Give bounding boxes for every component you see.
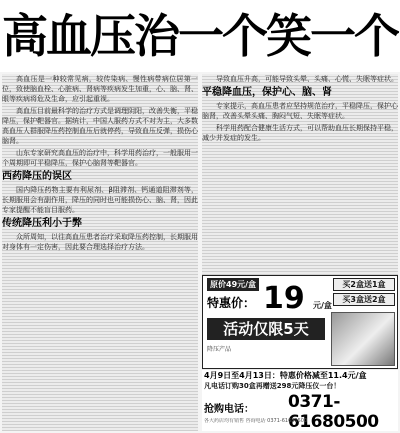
article-paragraph: 高血压是一种较常见病，较传染病、慢性病带病位居第一位，致使脑血栓、心脏病、肾病等疾病发生加重，心、脑、肾、眼等疾病将危及生命，应引起重视。 [2, 75, 198, 103]
article-paragraph: 专家提示，高血压患者应坚持规范治疗，平稳降压，保护心脑肾，改善头晕头痛、胸闷气短、失眠等症状。 [202, 102, 398, 120]
section-subheading: 西药降压的误区 [2, 171, 72, 182]
article-paragraph: 科学用药配合健康生活方式，可以帮助血压长期保持平稳，减少并发症的发生。 [202, 124, 398, 142]
product-box-image [331, 312, 395, 366]
original-price: 原价49元/盒 [207, 278, 259, 291]
section-subheading: 平稳降血压，保护心、脑、肾 [202, 87, 332, 98]
gift-offer: 买2盒送1盒 [333, 278, 395, 291]
promotion-block [202, 370, 398, 431]
hotline-label: 抢购电话： [204, 404, 254, 415]
product-label: 降压产品 [207, 346, 232, 353]
section-subheading: 传统降压利小于弊 [2, 218, 82, 229]
gift-offers [333, 278, 395, 308]
special-price-label: 特惠价： [207, 296, 256, 310]
special-price: 19 [263, 281, 305, 316]
article-paragraph: 众所周知，以往高血压患者治疗采取降压药控制，长期服用对身体有一定伤害，因此要合理选择治疗方法。 [2, 233, 198, 251]
gift-offer: 买3盒送2盒 [333, 293, 395, 306]
article-paragraph: 高血压目前最科学的治疗方式是调理阴阳，改善失衡，平稳降压，保护靶器官。据统计，中国人服药方式不对为主，大多数高血压人群服降压药控制血压后就停药，导致血压反弹，损伤心脑肾。 [2, 107, 198, 145]
price-offer-box [202, 275, 398, 369]
article-paragraph: 国内降压药物主要有利尿剂、β阻滞剂、钙通道阻滞剂等，长期服用会有副作用，降压的同时也可能损伤心、脑、肾，因此专家提醒不能盲目服药。 [2, 186, 198, 214]
price-unit: 元/盒 [313, 301, 332, 310]
left-article-column [2, 74, 198, 431]
promotion-note: 凡电话订购30盒再赠送298元降压仪一台！ [204, 382, 341, 390]
footer-note: 各大药店均有销售 咨询电话 0371-61680500 [204, 418, 308, 424]
promotion-dates: 4月9日至4月13日：特惠价格减至11.4元/盒 [204, 371, 367, 380]
limited-time-banner: 活动仅限5天 [207, 318, 325, 340]
article-paragraph: 导致血压升高，可能导致头晕、头痛、心慌、失眠等症状。 [216, 75, 398, 83]
hotline-phone: 0371-61680500 [288, 392, 379, 432]
article-paragraph: 山东专家研究高血压的治疗中，科学用药治疗，一般服用一个周期即可平稳降压，保护心脑肾等靶器官。 [2, 149, 198, 167]
headline: 高血压治一个笑一个 [0, 0, 400, 72]
